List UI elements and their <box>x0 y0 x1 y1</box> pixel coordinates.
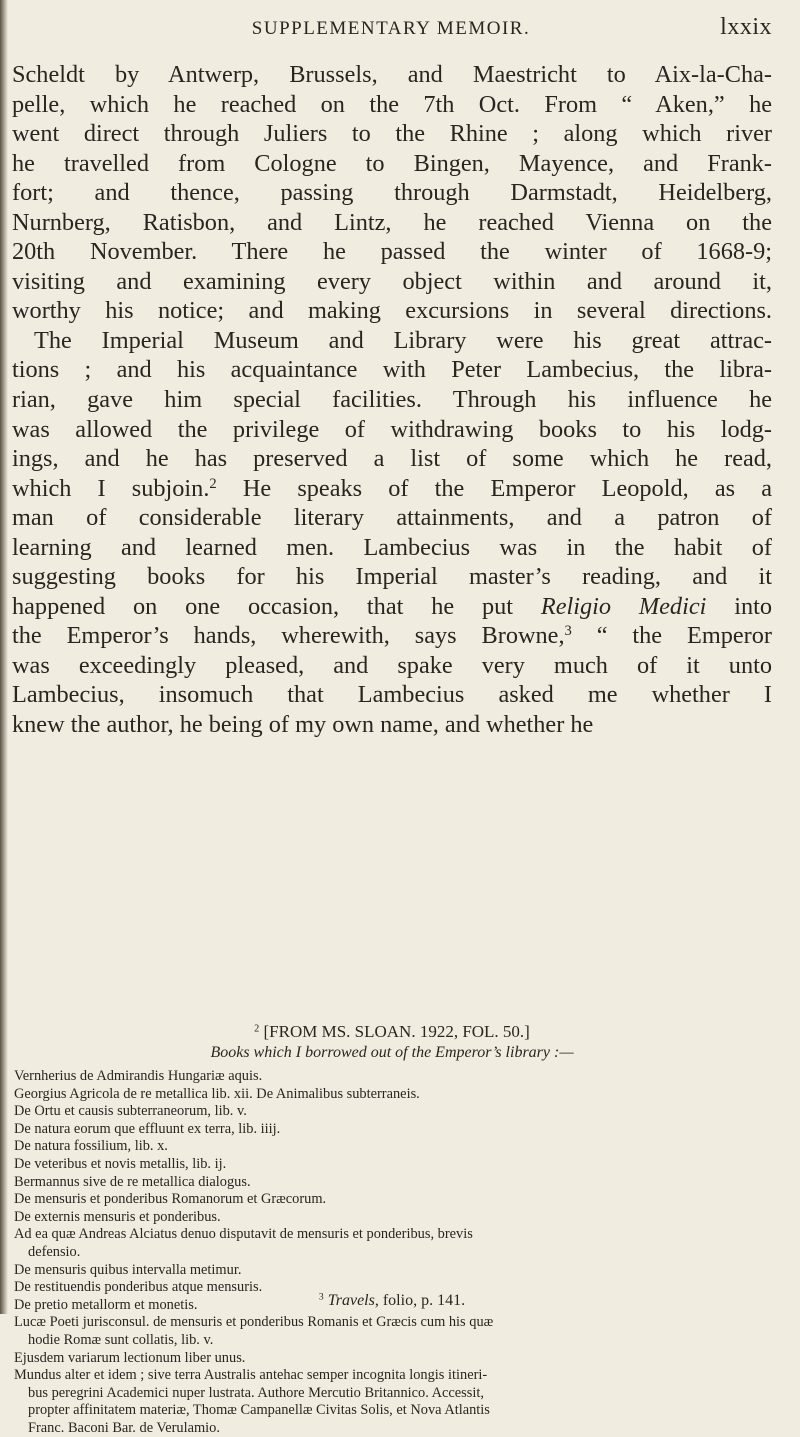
book-title-religio-medici: Religio Medici <box>540 592 707 620</box>
text-line: pelle, which he reached on the 7th Oct. From “ Aken,” he <box>12 90 772 118</box>
list-item: Ad ea quæ Andreas Alciatus denuo disputavit de mensuris et ponderibus, brevis <box>14 1226 473 1243</box>
list-item: De veteribus et novis metallis, lib. ij. <box>14 1155 227 1172</box>
list-item: De mensuris quibus intervalla metimur. <box>14 1261 242 1278</box>
list-item: De pretio metallorm et monetis. <box>14 1296 198 1313</box>
list-item: De natura fossilium, lib. x. <box>14 1138 168 1155</box>
text-line <box>12 474 772 504</box>
running-title: SUPPLEMENTARY MEMOIR. <box>251 18 531 39</box>
list-item: Vernherius de Admirandis Hungariæ aquis. <box>14 1068 263 1084</box>
footnote-3 <box>12 1292 772 1310</box>
list-item: De mensuris et ponderibus Romanorum et Græcorum. <box>14 1191 327 1208</box>
list-item: Lucæ Poeti jurisconsul. de mensuris et ponderibus Romanis et Græcis cum his quæ <box>14 1314 494 1331</box>
text-line: went direct through Juliers to the Rhine ; along which river <box>12 120 772 148</box>
footnote-2-subtitle: Books which I borrowed out of the Emperor’s library :— <box>210 1044 574 1061</box>
text-line: The Imperial Museum and Library were his great attrac- <box>34 326 772 354</box>
main-text <box>12 60 772 740</box>
list-item: De restituendis ponderibus atque mensuris. <box>14 1279 263 1296</box>
footnote-3-title: Travels <box>327 1292 375 1309</box>
list-item-continuation: propter affinitatem materiæ, Thomæ Campanellæ Civitas Solis, et Nova Atlantis <box>28 1402 490 1419</box>
text-line: fort; and thence, passing through Darmstadt, Heidelberg, <box>12 179 772 207</box>
text-segment: which I subjoin. <box>12 474 210 502</box>
footnote-2-mark: 2 <box>254 1023 260 1035</box>
text-line: Nurnberg, Ratisbon, and Lintz, he reached Vienna on the <box>12 208 772 236</box>
text-segment: happened on one occasion, that he put <box>12 592 541 620</box>
text-line: worthy his notice; and making excursions in several directions. <box>12 297 772 325</box>
text-line: knew the author, he being of my own name, and whether he <box>12 711 594 739</box>
text-line: man of considerable literary attainments, and a patron of <box>12 504 772 532</box>
text-segment: “ the Emperor <box>571 622 772 650</box>
list-item: De natura eorum que effluunt ex terra, lib. iiij. <box>14 1120 281 1137</box>
page-gutter-shadow <box>0 0 8 1314</box>
footnote-3-mark: 3 <box>318 1291 324 1303</box>
list-item-continuation: hodie Romæ sunt collatis, lib. v. <box>28 1331 214 1348</box>
list-item-continuation: Franc. Baconi Bar. de Verulamio. <box>28 1419 220 1436</box>
text-line: tions ; and his acquaintance with Peter Lambecius, the libra- <box>12 356 772 384</box>
text-segment: into <box>706 592 773 620</box>
text-line: Lambecius, insomuch that Lambecius asked me whether I <box>12 681 772 709</box>
borrowed-books-list <box>14 1068 770 1437</box>
footnote-2-source-text: [FROM MS. SLOAN. 1922, FOL. 50.] <box>263 1022 530 1041</box>
footnote-3-rest: , folio, p. 141. <box>374 1292 466 1309</box>
page-number: lxxix <box>720 14 772 40</box>
text-line: Scheldt by Antwerp, Brussels, and Maestricht to Aix-la-Cha- <box>12 61 772 88</box>
list-item: Bermannus sive de re metallica dialogus. <box>14 1173 251 1190</box>
list-item: Mundus alter et idem ; sive terra Australis antehac semper incognita longis itineri- <box>14 1367 488 1384</box>
list-item: De Ortu et causis subterraneorum, lib. v. <box>14 1103 247 1120</box>
list-item-continuation: defensio. <box>28 1243 81 1260</box>
text-line: was allowed the privilege of withdrawing books to his lodg- <box>12 415 772 443</box>
text-line: learning and learned men. Lambecius was in the habit of <box>12 533 772 561</box>
text-line: rian, gave him special facilities. Through his influence he <box>12 386 772 414</box>
text-line: ings, and he has preserved a list of some which he read, <box>12 445 772 473</box>
list-item-continuation: bus peregrini Academici nuper lustrata. Authore Mercutio Britannico. Accessit, <box>28 1384 484 1401</box>
list-item: Georgius Agricola de re metallica lib. xii. De Animalibus subterraneis. <box>14 1085 420 1102</box>
footnote-ref-2: 2 <box>209 475 217 492</box>
footnote-2-source <box>12 1022 772 1042</box>
list-item: Ejusdem variarum lectionum liber unus. <box>14 1349 246 1366</box>
text-line: visiting and examining every object within and around it, <box>12 267 772 295</box>
running-header <box>10 14 772 44</box>
text-line <box>12 592 772 622</box>
text-line <box>12 621 772 651</box>
footnote-ref-3: 3 <box>564 623 572 640</box>
text-line: 20th November. There he passed the winter of 1668-9; <box>12 238 772 266</box>
text-segment: the Emperor’s hands, wherewith, says Browne, <box>12 622 565 650</box>
text-line: suggesting books for his Imperial master’s reading, and it <box>12 563 772 591</box>
text-line: he travelled from Cologne to Bingen, Mayence, and Frank- <box>12 149 772 177</box>
text-segment: He speaks of the Emperor Leopold, as a <box>216 474 772 502</box>
text-line: was exceedingly pleased, and spake very much of it unto <box>12 651 772 679</box>
list-item: De externis mensuris et ponderibus. <box>14 1208 221 1225</box>
